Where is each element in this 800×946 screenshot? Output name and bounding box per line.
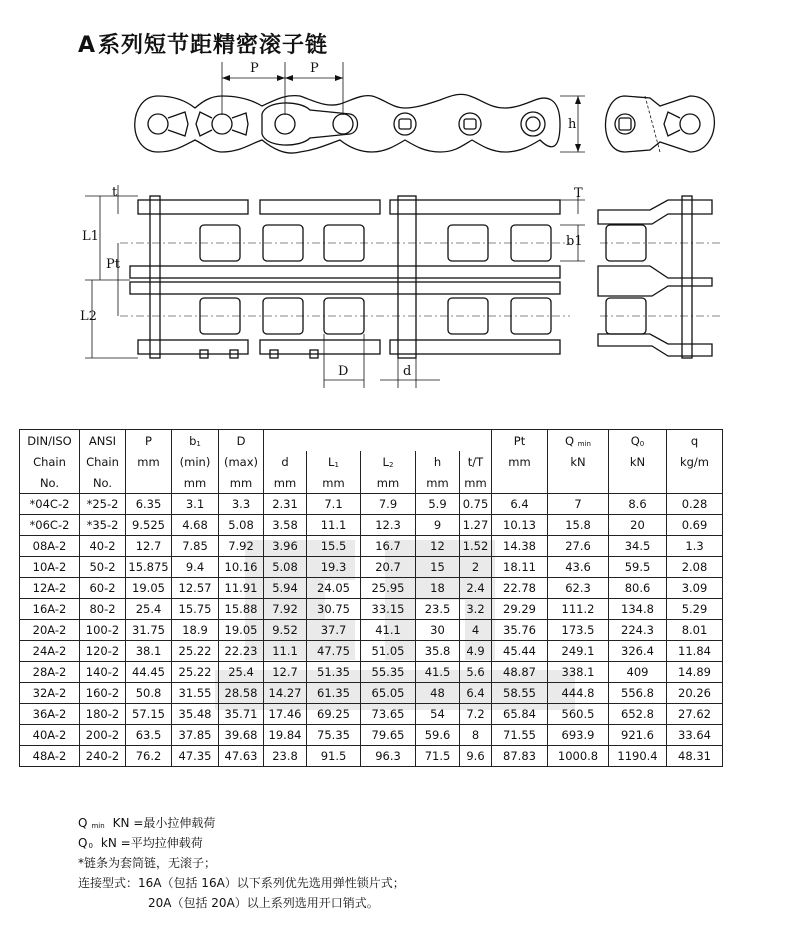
table-cell: 14.89 [667, 662, 723, 683]
table-row [20, 578, 723, 599]
side-view-chain [135, 62, 585, 153]
hdr-q0-2: kN [609, 451, 667, 472]
title-text: 系列短节距精密滚子链 [98, 33, 329, 58]
table-cell: 28.58 [219, 683, 264, 704]
table-header-row-1 [20, 430, 723, 452]
plan-view-chain [85, 185, 585, 388]
table-cell: 15.88 [219, 599, 264, 620]
table-cell: 50-2 [80, 557, 126, 578]
table-cell: 15.8 [548, 515, 609, 536]
table-cell: 3.3 [219, 494, 264, 515]
table-cell: 5.08 [264, 557, 307, 578]
hdr-din-2: Chain [20, 451, 80, 472]
table-cell: 22.23 [219, 641, 264, 662]
table-cell: *04C-2 [20, 494, 80, 515]
label-T: T [574, 186, 583, 201]
table-cell: 50.8 [126, 683, 172, 704]
table-cell: 14.38 [492, 536, 548, 557]
table-cell: 14.27 [264, 683, 307, 704]
hdr-L2-2: mm [361, 472, 416, 494]
table-cell: 38.1 [126, 641, 172, 662]
table-cell: 409 [609, 662, 667, 683]
table-cell: 17.46 [264, 704, 307, 725]
table-row [20, 494, 723, 515]
hdr-pt-3 [492, 472, 548, 494]
hdr-p-3 [126, 472, 172, 494]
hdr-D-1: D [219, 430, 264, 452]
table-cell: 20A-2 [20, 620, 80, 641]
table-cell: 18.11 [492, 557, 548, 578]
hdr-q0-1: Q0 [609, 430, 667, 452]
table-cell: 9.4 [172, 557, 219, 578]
table-cell: 76.2 [126, 746, 172, 767]
table-cell: 91.5 [307, 746, 361, 767]
table-cell: 556.8 [609, 683, 667, 704]
table-cell: 48.31 [667, 746, 723, 767]
table-cell: 224.3 [609, 620, 667, 641]
table-cell: 8 [460, 725, 492, 746]
table-cell: 3.96 [264, 536, 307, 557]
table-cell: 33.15 [361, 599, 416, 620]
table-cell: 921.6 [609, 725, 667, 746]
table-cell: 12.7 [126, 536, 172, 557]
table-cell: 12.3 [361, 515, 416, 536]
table-cell: 12.57 [172, 578, 219, 599]
label-Pt: Pt [106, 257, 120, 272]
end-side-view [605, 96, 714, 152]
table-cell: 3.09 [667, 578, 723, 599]
table-cell: 60-2 [80, 578, 126, 599]
table-cell: 80-2 [80, 599, 126, 620]
table-cell: 20 [609, 515, 667, 536]
table-cell: 15.75 [172, 599, 219, 620]
table-cell: 15 [416, 557, 460, 578]
chain-technical-drawing [0, 0, 800, 420]
table-cell: 29.29 [492, 599, 548, 620]
note-connect-1: 连接型式：16A（包括 16A）以下系列优先选用弹性锁片式； [78, 876, 405, 890]
table-cell: 173.5 [548, 620, 609, 641]
table-cell: 31.55 [172, 683, 219, 704]
table-cell: 48.87 [492, 662, 548, 683]
notes-section [78, 813, 405, 913]
table-cell: 19.3 [307, 557, 361, 578]
note-qmin: Qmin KN =最小拉伸载荷 [78, 816, 216, 830]
table-cell: 44.45 [126, 662, 172, 683]
table-cell: 134.8 [609, 599, 667, 620]
table-cell: 1190.4 [609, 746, 667, 767]
hdr-pt-1: Pt [492, 430, 548, 452]
table-cell: *25-2 [80, 494, 126, 515]
table-cell: 43.6 [548, 557, 609, 578]
table-cell: 31.75 [126, 620, 172, 641]
table-cell: 444.8 [548, 683, 609, 704]
table-cell: 33.64 [667, 725, 723, 746]
hdr-blank [264, 430, 492, 452]
table-cell: 120-2 [80, 641, 126, 662]
table-cell: 200-2 [80, 725, 126, 746]
table-cell: 40A-2 [20, 725, 80, 746]
table-row [20, 536, 723, 557]
table-cell: 27.62 [667, 704, 723, 725]
table-cell: 79.65 [361, 725, 416, 746]
table-cell: 11.1 [307, 515, 361, 536]
table-cell: 59.5 [609, 557, 667, 578]
hdr-h-1: h [416, 451, 460, 472]
table-cell: 30 [416, 620, 460, 641]
table-cell: 23.5 [416, 599, 460, 620]
table-cell: 7 [548, 494, 609, 515]
table-cell: 4.9 [460, 641, 492, 662]
table-cell: 12.7 [264, 662, 307, 683]
note-connect-2: 20A（包括 20A）以上系列选用开口销式。 [148, 896, 379, 910]
table-cell: 2.31 [264, 494, 307, 515]
table-cell: 73.65 [361, 704, 416, 725]
table-cell: 48A-2 [20, 746, 80, 767]
table-cell: 693.9 [548, 725, 609, 746]
table-cell: 20.7 [361, 557, 416, 578]
table-cell: 7.9 [361, 494, 416, 515]
table-cell: 51.05 [361, 641, 416, 662]
hdr-ansi-1: ANSI [80, 430, 126, 452]
hdr-d-2: mm [264, 472, 307, 494]
table-cell: 2.08 [667, 557, 723, 578]
label-b1: b1 [566, 234, 583, 249]
table-cell: 10.13 [492, 515, 548, 536]
table-row [20, 641, 723, 662]
table-cell: 12 [416, 536, 460, 557]
hdr-p-1: P [126, 430, 172, 452]
table-cell: 10A-2 [20, 557, 80, 578]
table-row [20, 599, 723, 620]
table-cell: 71.5 [416, 746, 460, 767]
table-header-row-3 [20, 472, 723, 494]
table-cell: 9 [416, 515, 460, 536]
hdr-D-2: (max) [219, 451, 264, 472]
table-cell: 71.55 [492, 725, 548, 746]
hdr-ansi-3: No. [80, 472, 126, 494]
table-cell: 18 [416, 578, 460, 599]
table-cell: 41.1 [361, 620, 416, 641]
hdr-b1-1: b1 [172, 430, 219, 452]
table-row [20, 704, 723, 725]
hdr-L1-1: L1 [307, 451, 361, 472]
table-row [20, 620, 723, 641]
table-cell: 27.6 [548, 536, 609, 557]
hdr-q-2: kg/m [667, 451, 723, 472]
hdr-q-1: q [667, 430, 723, 452]
table-cell: 23.8 [264, 746, 307, 767]
table-cell: 8.01 [667, 620, 723, 641]
table-cell: 25.22 [172, 641, 219, 662]
table-cell: 4.68 [172, 515, 219, 536]
table-cell: 1000.8 [548, 746, 609, 767]
table-row [20, 725, 723, 746]
table-cell: 7.2 [460, 704, 492, 725]
table-cell: 240-2 [80, 746, 126, 767]
label-D: D [338, 364, 349, 379]
table-cell: 8.6 [609, 494, 667, 515]
note-bush: *链条为套筒链，无滚子； [78, 856, 217, 870]
table-cell: 54 [416, 704, 460, 725]
table-cell: 59.6 [416, 725, 460, 746]
table-cell: 15.5 [307, 536, 361, 557]
table-cell: 25.22 [172, 662, 219, 683]
table-cell: 338.1 [548, 662, 609, 683]
note-q0: Q0 kN =平均拉伸载荷 [78, 836, 203, 850]
table-cell: 1.27 [460, 515, 492, 536]
table-cell: 37.7 [307, 620, 361, 641]
table-cell: 75.35 [307, 725, 361, 746]
table-cell: 16A-2 [20, 599, 80, 620]
table-cell: 5.94 [264, 578, 307, 599]
table-cell: 3.1 [172, 494, 219, 515]
table-cell: 10.16 [219, 557, 264, 578]
table-cell: 140-2 [80, 662, 126, 683]
table-cell: 58.55 [492, 683, 548, 704]
table-cell: 7.92 [264, 599, 307, 620]
table-body [20, 494, 723, 767]
table-cell: 47.35 [172, 746, 219, 767]
hdr-d-1: d [264, 451, 307, 472]
table-cell: 16.7 [361, 536, 416, 557]
table-cell: 37.85 [172, 725, 219, 746]
table-cell: 5.6 [460, 662, 492, 683]
table-cell: 6.4 [492, 494, 548, 515]
hdr-qmin-1: Q min [548, 430, 609, 452]
table-cell: 326.4 [609, 641, 667, 662]
table-cell: 5.9 [416, 494, 460, 515]
table-cell: 24A-2 [20, 641, 80, 662]
table-cell: 11.1 [264, 641, 307, 662]
label-t: t [112, 185, 118, 200]
hdr-tT-2: mm [460, 472, 492, 494]
hdr-q-3 [667, 472, 723, 494]
table-cell: *35-2 [80, 515, 126, 536]
table-cell: 35.71 [219, 704, 264, 725]
table-cell: 15.875 [126, 557, 172, 578]
table-cell: 36A-2 [20, 704, 80, 725]
table-cell: 25.4 [126, 599, 172, 620]
table-cell: 47.63 [219, 746, 264, 767]
label-h: h [568, 117, 577, 132]
table-cell: 25.95 [361, 578, 416, 599]
table-cell: 7.85 [172, 536, 219, 557]
table-cell: 96.3 [361, 746, 416, 767]
table-cell: 48 [416, 683, 460, 704]
table-cell: 2 [460, 557, 492, 578]
table-cell: 160-2 [80, 683, 126, 704]
table-cell: 45.44 [492, 641, 548, 662]
table-cell: 32A-2 [20, 683, 80, 704]
table-cell: 61.35 [307, 683, 361, 704]
label-pitch-1: P [250, 61, 259, 76]
table-cell: 57.15 [126, 704, 172, 725]
table-cell: 11.84 [667, 641, 723, 662]
table-cell: 08A-2 [20, 536, 80, 557]
hdr-p-2: mm [126, 451, 172, 472]
table-cell: 6.35 [126, 494, 172, 515]
table-cell: 11.91 [219, 578, 264, 599]
table-cell: 5.29 [667, 599, 723, 620]
table-cell: 24.05 [307, 578, 361, 599]
table-cell: 63.5 [126, 725, 172, 746]
table-cell: 80.6 [609, 578, 667, 599]
table-cell: 40-2 [80, 536, 126, 557]
table-cell: 62.3 [548, 578, 609, 599]
table-cell: 1.3 [667, 536, 723, 557]
label-pitch-2: P [310, 61, 319, 76]
table-cell: 41.5 [416, 662, 460, 683]
chain-spec-table [19, 429, 723, 767]
hdr-h-2: mm [416, 472, 460, 494]
end-plan-view [598, 196, 720, 358]
table-cell: 0.28 [667, 494, 723, 515]
table-cell: 69.25 [307, 704, 361, 725]
table-cell: 7.92 [219, 536, 264, 557]
table-cell: 249.1 [548, 641, 609, 662]
table-row [20, 662, 723, 683]
table-cell: 35.48 [172, 704, 219, 725]
table-cell: 55.35 [361, 662, 416, 683]
table-cell: 9.6 [460, 746, 492, 767]
table-row [20, 683, 723, 704]
table-cell: 5.08 [219, 515, 264, 536]
table-cell: 7.1 [307, 494, 361, 515]
table-cell: 39.68 [219, 725, 264, 746]
table-cell: 19.84 [264, 725, 307, 746]
table-cell: 560.5 [548, 704, 609, 725]
hdr-L1-2: mm [307, 472, 361, 494]
label-L2: L2 [80, 309, 97, 324]
table-row [20, 746, 723, 767]
hdr-q0-3 [609, 472, 667, 494]
table-cell: 22.78 [492, 578, 548, 599]
hdr-qmin-3 [548, 472, 609, 494]
table-cell: 180-2 [80, 704, 126, 725]
table-cell: 111.2 [548, 599, 609, 620]
table-cell: 0.75 [460, 494, 492, 515]
table-cell: 35.76 [492, 620, 548, 641]
table-cell: 1.52 [460, 536, 492, 557]
table-cell: 9.525 [126, 515, 172, 536]
table-cell: 51.35 [307, 662, 361, 683]
table-cell: 65.84 [492, 704, 548, 725]
table-cell: 30.75 [307, 599, 361, 620]
table-row [20, 515, 723, 536]
title-prefix: A [78, 33, 97, 58]
table-cell: *06C-2 [20, 515, 80, 536]
table-cell: 28A-2 [20, 662, 80, 683]
hdr-din-1: DIN/ISO [20, 430, 80, 452]
table-cell: 2.4 [460, 578, 492, 599]
table-cell: 652.8 [609, 704, 667, 725]
table-cell: 47.75 [307, 641, 361, 662]
label-d: d [403, 364, 412, 379]
table-cell: 25.4 [219, 662, 264, 683]
table-cell: 34.5 [609, 536, 667, 557]
table-cell: 87.83 [492, 746, 548, 767]
hdr-b1-2: (min) [172, 451, 219, 472]
table-cell: 18.9 [172, 620, 219, 641]
hdr-b1-3: mm [172, 472, 219, 494]
table-cell: 35.8 [416, 641, 460, 662]
hdr-ansi-2: Chain [80, 451, 126, 472]
table-cell: 19.05 [126, 578, 172, 599]
table-cell: 3.58 [264, 515, 307, 536]
table-cell: 20.26 [667, 683, 723, 704]
table-cell: 100-2 [80, 620, 126, 641]
hdr-D-3: mm [219, 472, 264, 494]
table-cell: 19.05 [219, 620, 264, 641]
table-cell: 9.52 [264, 620, 307, 641]
table-cell: 0.69 [667, 515, 723, 536]
hdr-tT-1: t/T [460, 451, 492, 472]
label-L1: L1 [82, 229, 99, 244]
hdr-din-3: No. [20, 472, 80, 494]
hdr-pt-2: mm [492, 451, 548, 472]
table-cell: 12A-2 [20, 578, 80, 599]
hdr-qmin-2: kN [548, 451, 609, 472]
table-cell: 4 [460, 620, 492, 641]
table-cell: 3.2 [460, 599, 492, 620]
table-header-row-2 [20, 451, 723, 472]
hdr-L2-1: L2 [361, 451, 416, 472]
table-cell: 65.05 [361, 683, 416, 704]
table-cell: 6.4 [460, 683, 492, 704]
table-row [20, 557, 723, 578]
